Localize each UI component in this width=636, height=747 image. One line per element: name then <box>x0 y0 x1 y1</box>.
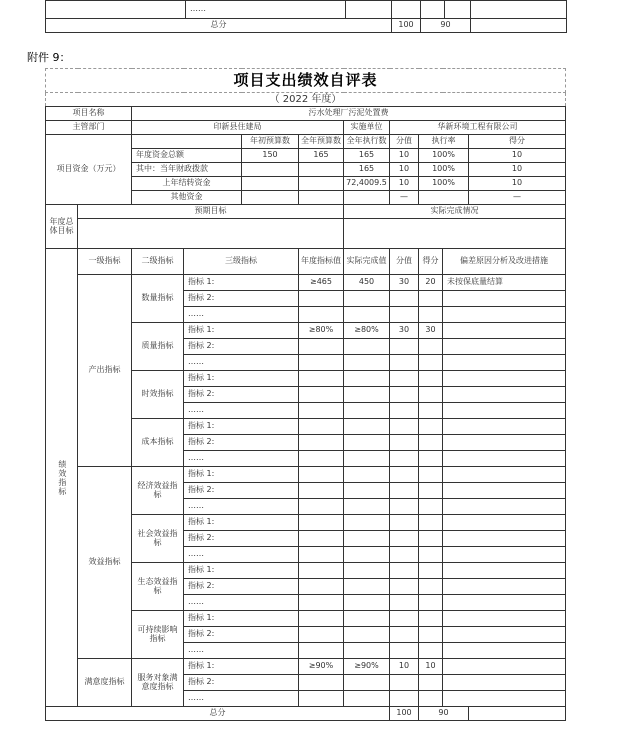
indicator-score <box>419 307 443 323</box>
level1-indicator: 满意度指标 <box>78 659 132 707</box>
indicator-weight <box>390 515 419 531</box>
goal-actual-value <box>344 219 566 249</box>
perf-header-l2: 二级指标 <box>132 249 184 275</box>
total-label: 总分 <box>46 19 392 33</box>
indicator-reason <box>443 419 566 435</box>
indicator-score: 10 <box>419 659 443 675</box>
indicator-reason <box>443 467 566 483</box>
indicator-target <box>299 467 344 483</box>
indicator-row <box>46 467 566 483</box>
indicator-name: 指标 2: <box>184 291 299 307</box>
total-got: 90 <box>419 707 469 721</box>
indicator-weight: 30 <box>390 275 419 291</box>
project-name-label: 项目名称 <box>46 107 132 121</box>
indicator-weight <box>390 387 419 403</box>
indicator-reason <box>443 371 566 387</box>
indicator-name: 指标 1: <box>184 515 299 531</box>
impl-value: 华新环境工程有限公司 <box>390 121 566 135</box>
dept-value: 印新县住建局 <box>132 121 344 135</box>
indicator-target <box>299 531 344 547</box>
perf-header-l3: 三级指标 <box>184 249 299 275</box>
indicator-actual <box>344 643 390 659</box>
indicator-reason <box>443 627 566 643</box>
indicator-reason <box>443 691 566 707</box>
indicator-actual <box>344 515 390 531</box>
indicator-target <box>299 371 344 387</box>
level2-indicator: 服务对象满意度指标 <box>132 659 184 707</box>
form-title: 项目支出绩效自评表 <box>46 69 566 93</box>
indicator-score <box>419 467 443 483</box>
indicator-actual <box>344 627 390 643</box>
indicator-row <box>46 275 566 291</box>
indicator-name: 指标 1: <box>184 275 299 291</box>
level2-indicator: 成本指标 <box>132 419 184 467</box>
indicator-score <box>419 515 443 531</box>
indicator-reason <box>443 323 566 339</box>
perf-header-score: 得分 <box>419 249 443 275</box>
indicator-weight: 10 <box>390 659 419 675</box>
indicator-target <box>299 643 344 659</box>
indicator-actual <box>344 307 390 323</box>
perf-header-actual: 实际完成值 <box>344 249 390 275</box>
funds-label: 项目资金（万元） <box>46 135 132 205</box>
fund-header: 全年执行数 <box>344 135 390 149</box>
indicator-actual <box>344 403 390 419</box>
indicator-name: 指标 2: <box>184 675 299 691</box>
indicator-actual <box>344 579 390 595</box>
indicator-score <box>419 627 443 643</box>
indicator-actual <box>344 371 390 387</box>
level2-indicator: 数量指标 <box>132 275 184 323</box>
indicator-weight <box>390 371 419 387</box>
indicator-actual <box>344 355 390 371</box>
indicator-actual <box>344 547 390 563</box>
goal-expected-value <box>78 219 344 249</box>
indicator-weight <box>390 595 419 611</box>
level1-indicator: 产出指标 <box>78 275 132 467</box>
indicator-target <box>299 611 344 627</box>
indicator-target <box>299 675 344 691</box>
indicator-actual <box>344 339 390 355</box>
fund-header: 执行率 <box>419 135 469 149</box>
attachment-label: 附件 9： <box>27 51 71 64</box>
dots-cell: …… <box>186 1 346 19</box>
indicator-target <box>299 451 344 467</box>
perf-header-l1: 一级指标 <box>78 249 132 275</box>
level2-indicator: 生态效益指标 <box>132 563 184 611</box>
indicator-score <box>419 483 443 499</box>
dept-label: 主管部门 <box>46 121 132 135</box>
indicator-weight <box>390 435 419 451</box>
indicator-weight <box>390 419 419 435</box>
indicator-name: 指标 1: <box>184 659 299 675</box>
fund-row: 年度资金总额 150 165 165 10 100% 10 <box>46 149 566 163</box>
indicator-reason <box>443 307 566 323</box>
indicator-name: …… <box>184 355 299 371</box>
indicator-score <box>419 595 443 611</box>
indicator-reason <box>443 291 566 307</box>
indicator-name: 指标 2: <box>184 627 299 643</box>
fund-row: 其中：当年财政拨款 165 10 100% 10 <box>46 163 566 177</box>
indicator-name: 指标 2: <box>184 387 299 403</box>
indicator-target <box>299 499 344 515</box>
indicator-target <box>299 307 344 323</box>
indicator-score <box>419 611 443 627</box>
indicator-reason <box>443 643 566 659</box>
indicator-weight <box>390 355 419 371</box>
perf-header-weight: 分值 <box>390 249 419 275</box>
indicator-score <box>419 579 443 595</box>
indicator-weight <box>390 467 419 483</box>
indicator-target <box>299 291 344 307</box>
indicator-score <box>419 403 443 419</box>
level2-indicator: 社会效益指标 <box>132 515 184 563</box>
indicator-reason <box>443 531 566 547</box>
indicator-reason <box>443 435 566 451</box>
indicator-weight <box>390 291 419 307</box>
indicator-target <box>299 547 344 563</box>
form-year: （ 2022 年度） <box>46 93 566 107</box>
indicator-weight <box>390 307 419 323</box>
indicator-name: 指标 2: <box>184 531 299 547</box>
indicator-target <box>299 355 344 371</box>
level2-indicator: 经济效益指标 <box>132 467 184 515</box>
goal-expected-header: 预期目标 <box>78 205 344 219</box>
indicator-score <box>419 355 443 371</box>
indicator-score <box>419 643 443 659</box>
indicator-weight <box>390 451 419 467</box>
indicator-actual: ≥90% <box>344 659 390 675</box>
indicator-name: …… <box>184 547 299 563</box>
indicator-name: …… <box>184 595 299 611</box>
indicator-score <box>419 387 443 403</box>
indicator-score <box>419 531 443 547</box>
indicator-actual <box>344 691 390 707</box>
fund-header: 年初预算数 <box>242 135 299 149</box>
indicator-weight <box>390 531 419 547</box>
indicator-name: 指标 2: <box>184 579 299 595</box>
indicator-weight <box>390 643 419 659</box>
indicator-score <box>419 419 443 435</box>
indicator-reason <box>443 675 566 691</box>
indicator-name: 指标 1: <box>184 611 299 627</box>
indicator-target <box>299 627 344 643</box>
indicator-score <box>419 499 443 515</box>
indicator-name: 指标 1: <box>184 563 299 579</box>
fund-header: 得分 <box>469 135 566 149</box>
indicator-reason <box>443 355 566 371</box>
indicator-reason <box>443 659 566 675</box>
indicator-name: 指标 1: <box>184 467 299 483</box>
indicator-actual: ≥80% <box>344 323 390 339</box>
indicator-score <box>419 435 443 451</box>
indicator-name: …… <box>184 499 299 515</box>
indicator-name: …… <box>184 691 299 707</box>
indicator-weight <box>390 547 419 563</box>
indicator-name: 指标 2: <box>184 483 299 499</box>
indicator-weight <box>390 691 419 707</box>
indicator-target <box>299 563 344 579</box>
indicator-name: 指标 2: <box>184 435 299 451</box>
indicator-actual <box>344 467 390 483</box>
indicator-row <box>46 659 566 675</box>
indicator-reason: 未按保底量结算 <box>443 275 566 291</box>
indicator-score <box>419 675 443 691</box>
indicator-reason <box>443 563 566 579</box>
indicator-name: 指标 1: <box>184 371 299 387</box>
fund-header: 全年预算数 <box>299 135 344 149</box>
indicator-weight <box>390 483 419 499</box>
indicator-target <box>299 403 344 419</box>
indicator-score <box>419 291 443 307</box>
indicator-score <box>419 451 443 467</box>
indicator-target <box>299 435 344 451</box>
indicator-name: 指标 1: <box>184 419 299 435</box>
indicator-actual <box>344 595 390 611</box>
total-score: 100 <box>392 19 421 33</box>
indicator-score <box>419 547 443 563</box>
indicator-target <box>299 419 344 435</box>
indicator-reason <box>443 339 566 355</box>
indicator-weight <box>390 403 419 419</box>
fund-row: 其他资金 — — <box>46 191 566 205</box>
total-row <box>46 707 566 721</box>
indicator-target <box>299 387 344 403</box>
indicator-reason <box>443 403 566 419</box>
indicator-actual <box>344 675 390 691</box>
indicator-name: …… <box>184 307 299 323</box>
perf-header-target: 年度指标值 <box>299 249 344 275</box>
indicator-name: …… <box>184 643 299 659</box>
indicator-weight <box>390 579 419 595</box>
project-name-value: 污水处理厂污泥处置费 <box>132 107 566 121</box>
impl-label: 实施单位 <box>344 121 390 135</box>
indicator-weight <box>390 611 419 627</box>
indicator-name: …… <box>184 451 299 467</box>
indicator-actual <box>344 419 390 435</box>
indicator-score <box>419 371 443 387</box>
indicator-weight: 30 <box>390 323 419 339</box>
indicator-reason <box>443 387 566 403</box>
level2-indicator: 可持续影响指标 <box>132 611 184 659</box>
total-label: 总分 <box>46 707 390 721</box>
indicator-target <box>299 595 344 611</box>
indicator-target <box>299 691 344 707</box>
fund-row: 上年结转资金 72,4009.5 10 100% 10 <box>46 177 566 191</box>
indicator-reason <box>443 611 566 627</box>
perf-label: 绩效指标 <box>46 249 78 707</box>
level1-indicator: 效益指标 <box>78 467 132 659</box>
indicator-actual <box>344 563 390 579</box>
indicator-target <box>299 515 344 531</box>
perf-header-reason: 偏差原因分析及改进措施 <box>443 249 566 275</box>
indicator-reason <box>443 579 566 595</box>
indicator-reason <box>443 483 566 499</box>
indicator-reason <box>443 451 566 467</box>
indicator-actual <box>344 531 390 547</box>
indicator-actual <box>344 435 390 451</box>
indicator-actual: 450 <box>344 275 390 291</box>
level2-indicator: 时效指标 <box>132 371 184 419</box>
previous-table-tail <box>45 0 567 33</box>
indicator-weight <box>390 499 419 515</box>
total-score: 100 <box>390 707 419 721</box>
indicator-weight <box>390 627 419 643</box>
goal-actual-header: 实际完成情况 <box>344 205 566 219</box>
indicator-weight <box>390 339 419 355</box>
indicator-score <box>419 691 443 707</box>
indicator-score: 30 <box>419 323 443 339</box>
level2-indicator: 质量指标 <box>132 323 184 371</box>
indicator-weight <box>390 563 419 579</box>
indicator-reason <box>443 595 566 611</box>
indicator-target <box>299 579 344 595</box>
indicator-weight <box>390 675 419 691</box>
indicator-score <box>419 339 443 355</box>
fund-header: 分值 <box>390 135 419 149</box>
indicator-name: …… <box>184 403 299 419</box>
indicator-target: ≥90% <box>299 659 344 675</box>
indicator-actual <box>344 499 390 515</box>
indicator-actual <box>344 291 390 307</box>
indicator-name: 指标 2: <box>184 339 299 355</box>
indicator-target: ≥465 <box>299 275 344 291</box>
indicator-target <box>299 339 344 355</box>
indicator-actual <box>344 611 390 627</box>
goal-label: 年度总体目标 <box>46 205 78 249</box>
self-evaluation-table <box>45 68 566 721</box>
indicator-actual <box>344 387 390 403</box>
indicator-score <box>419 563 443 579</box>
indicator-name: 指标 1: <box>184 323 299 339</box>
indicator-target <box>299 483 344 499</box>
total-got: 90 <box>421 19 471 33</box>
indicator-actual <box>344 451 390 467</box>
indicator-actual <box>344 483 390 499</box>
indicator-score: 20 <box>419 275 443 291</box>
indicator-reason <box>443 515 566 531</box>
indicator-reason <box>443 547 566 563</box>
indicator-target: ≥80% <box>299 323 344 339</box>
indicator-reason <box>443 499 566 515</box>
